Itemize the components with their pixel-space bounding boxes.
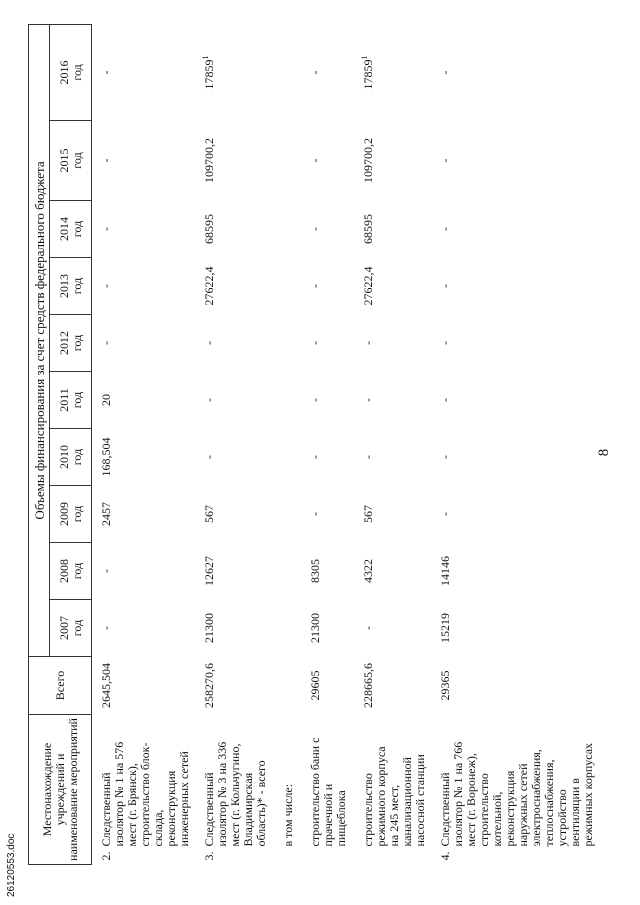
financing-table — [28, 24, 599, 865]
row-value: 567 — [361, 505, 375, 523]
row-value: 20 — [99, 394, 113, 406]
table-row — [195, 24, 272, 864]
row-total: 2645,504 — [99, 663, 113, 708]
row-value: - — [361, 341, 375, 345]
row-value: 27622,4 — [202, 266, 216, 306]
header-year: 2016 год — [50, 24, 92, 120]
row-value: 12627 — [202, 556, 216, 586]
row-value — [272, 201, 299, 258]
header-year: 2013 год — [50, 258, 92, 315]
row-value: - — [438, 284, 452, 288]
row-value: - — [99, 341, 113, 345]
row-value: - — [308, 512, 322, 516]
row-value: - — [308, 227, 322, 231]
row-total: 29365 — [438, 670, 452, 701]
row-value: - — [308, 70, 322, 75]
table-row — [352, 24, 431, 864]
header-year: 2010 год — [50, 429, 92, 486]
row-value: - — [308, 341, 322, 345]
row-value: - — [99, 70, 113, 75]
header-financing-span: Объемы финансирования за счет средств федерального бюджета — [29, 24, 50, 656]
row-value: 4322 — [361, 559, 375, 583]
row-value: - — [308, 158, 322, 163]
row-name: Следственный изолятор № 1 на 766 мест (г. Воронеж), строительство котельной, реконструкция наружных сетей электроснабжения, теплоснабжения, устройство вентиляции в режимных корпусах — [438, 741, 595, 847]
table-row — [431, 24, 599, 864]
header-year: 2012 год — [50, 315, 92, 372]
row-value: - — [202, 398, 216, 402]
row-name: строительство режимного корпуса на 245 мест, канализационной насосной станции — [361, 746, 427, 847]
row-value: 68595 — [202, 214, 216, 244]
row-value: - — [438, 227, 452, 231]
row-value: - — [438, 512, 452, 516]
header-name: Местонахождение учреждений и наименование мероприятий — [29, 715, 92, 865]
row-value: 27622,4 — [361, 266, 375, 306]
row-value — [272, 600, 299, 657]
row-value: 14146 — [438, 556, 452, 586]
row-value: - — [308, 284, 322, 288]
row-value: 109700,2 — [361, 138, 375, 183]
row-value — [272, 372, 299, 429]
header-year: 2011 год — [50, 372, 92, 429]
table-row — [299, 24, 352, 864]
header-year: 2009 год — [50, 486, 92, 543]
row-value — [272, 121, 299, 201]
row-total: 258270,6 — [202, 663, 216, 708]
row-value: - — [99, 626, 113, 630]
row-value: - — [438, 455, 452, 459]
row-value: 2457 — [99, 502, 113, 526]
row-value — [272, 258, 299, 315]
row-value: - — [438, 158, 452, 163]
row-value: 68595 — [361, 214, 375, 244]
row-value: - — [361, 455, 375, 459]
row-value: - — [308, 398, 322, 402]
row-total: 228665,6 — [361, 663, 375, 708]
footnote-mark: 1 — [360, 55, 369, 60]
row-number: 2. — [99, 851, 113, 861]
row-value: - — [361, 398, 375, 402]
row-value — [272, 24, 299, 120]
row-total — [272, 657, 299, 715]
row-name: в том числе: — [281, 783, 295, 847]
row-value — [272, 429, 299, 486]
row-value — [272, 543, 299, 600]
row-value: 109700,2 — [202, 138, 216, 183]
row-value: 21300 — [308, 613, 322, 643]
row-name: строительство бани с прачечной и пищеблока — [308, 737, 348, 847]
footnote-mark: 1 — [201, 55, 210, 60]
row-total: 29605 — [308, 670, 322, 701]
page-number: 8 — [596, 448, 612, 457]
row-number: 3. — [202, 851, 216, 861]
row-value: 8305 — [308, 559, 322, 583]
row-value: - — [308, 455, 322, 459]
row-value: 567 — [202, 505, 216, 523]
row-value: - — [438, 398, 452, 402]
row-value: 168,504 — [99, 437, 113, 477]
header-year: 2014 год — [50, 201, 92, 258]
row-value — [272, 315, 299, 372]
header-year: 2008 год — [50, 543, 92, 600]
row-value: - — [99, 284, 113, 288]
header-year: 2015 год — [50, 121, 92, 201]
row-value: - — [361, 626, 375, 630]
row-value: - — [438, 70, 452, 75]
row-value — [272, 486, 299, 543]
row-number: 4. — [438, 851, 452, 861]
table-row — [272, 24, 299, 864]
row-value: - — [438, 341, 452, 345]
row-value: - — [202, 455, 216, 459]
row-name: Следственный изолятор № 3 на 336 мест (г. Кольчугино, Владимирская область)* - всего — [202, 741, 268, 847]
row-value: - — [99, 569, 113, 573]
header-year: 2007 год — [50, 600, 92, 657]
row-value: - — [99, 227, 113, 231]
table-row — [92, 24, 196, 864]
row-value: 17859$^1$ — [360, 55, 375, 90]
row-value: 21300 — [202, 613, 216, 643]
row-value: 17859$^1$ — [201, 55, 216, 90]
row-name: Следственный изолятор № 1 на 576 мест (г. Брянск), строительство блок-склада, реконструкция инженерных сетей — [99, 741, 191, 847]
row-value: - — [202, 341, 216, 345]
document-id: 26120553.doc — [6, 833, 17, 897]
header-total: Всего — [29, 657, 92, 715]
row-value: - — [99, 158, 113, 163]
row-value: 15219 — [438, 613, 452, 643]
